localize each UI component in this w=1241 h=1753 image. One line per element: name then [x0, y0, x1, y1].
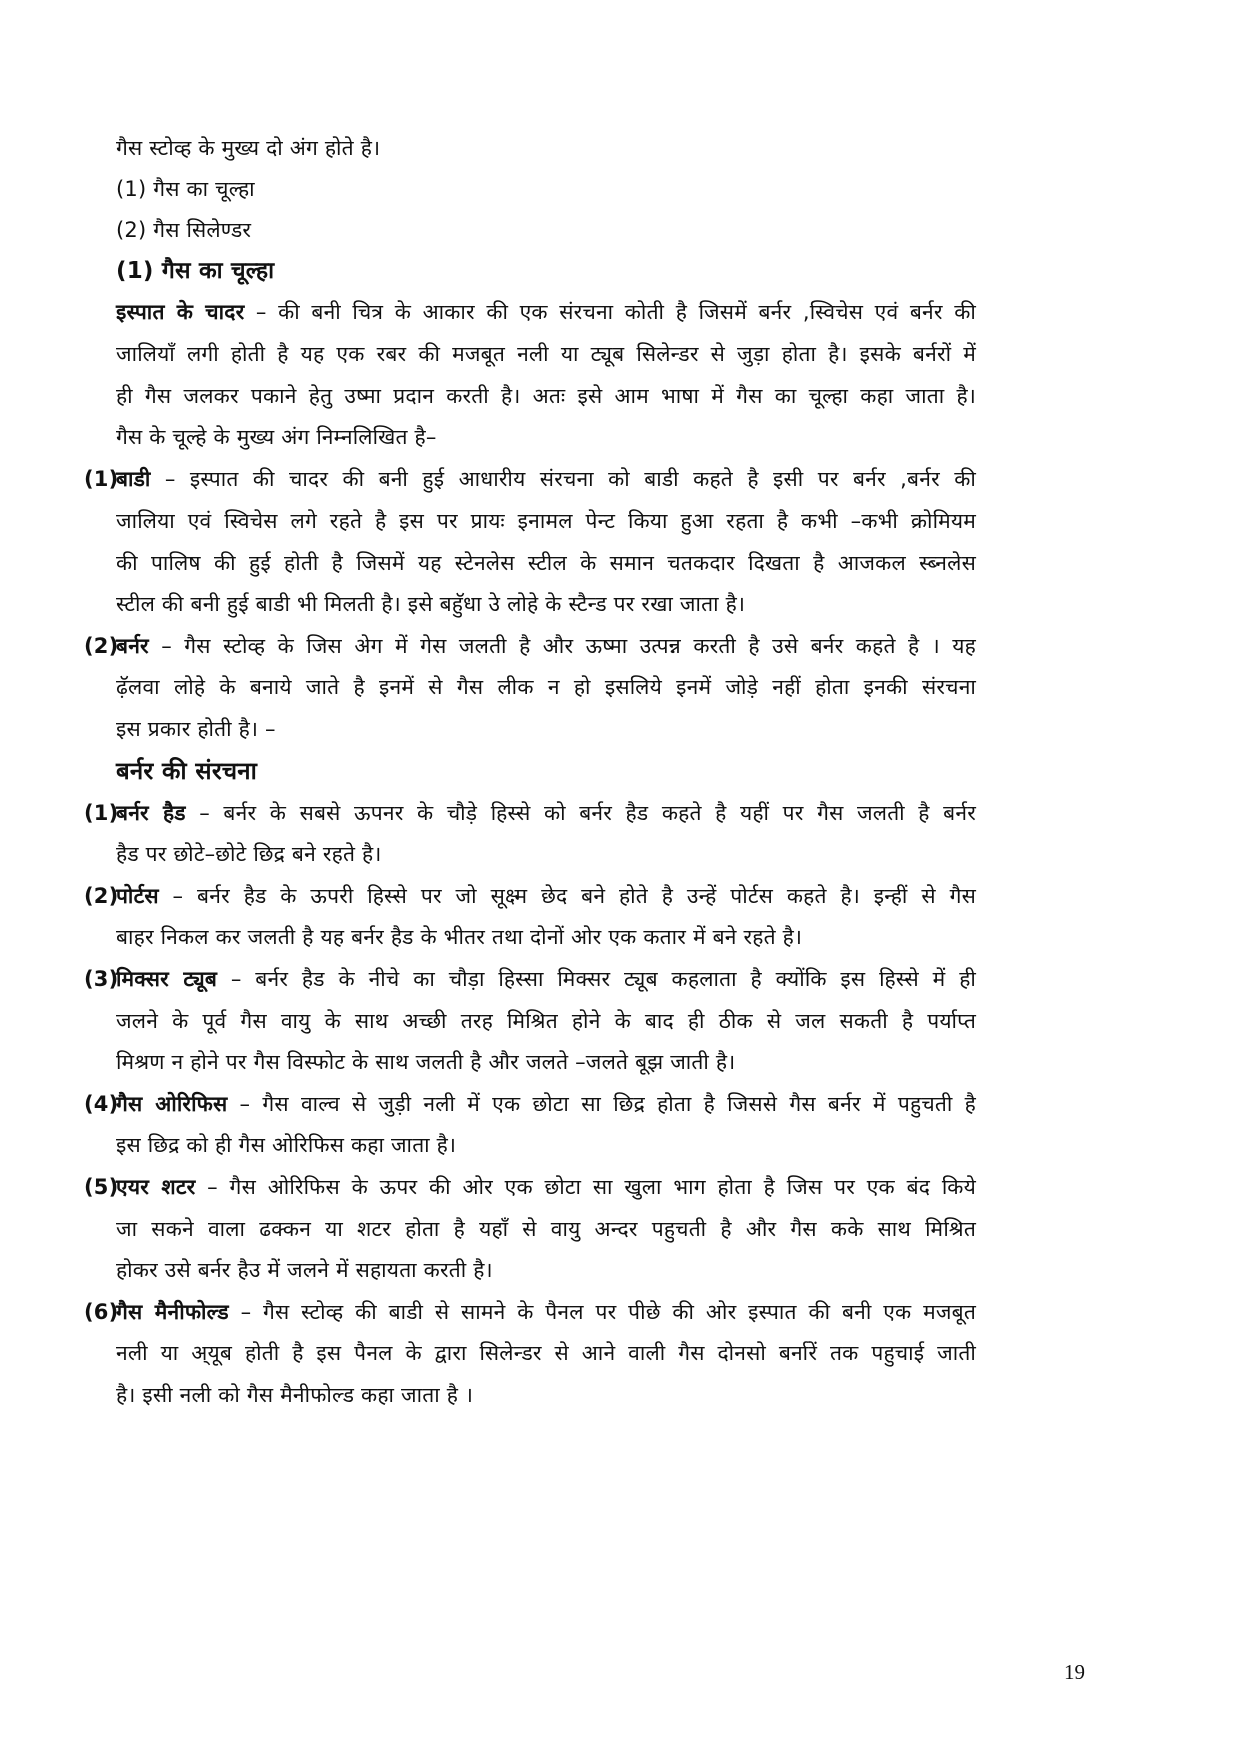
item-number: (5) — [84, 1175, 119, 1199]
term-label: बाडी — [116, 467, 151, 491]
item-line: स्टील की बनी हुई बाडी भी मिलती है। इसे बहुॅधा उे लोहे के स्टैन्ड पर रखा जाता है। — [116, 592, 746, 616]
item-line: इस प्रकार होती है। – — [116, 717, 276, 741]
paragraph-text: – की बनी चित्र के आकार की एक संरचना कोती है जिसमें बर्नर ,स्विचेस एवं बर्नर की — [244, 300, 976, 324]
item-line: होकर उसे बर्नर हैउ में जलने में सहायता करती है। — [116, 1258, 493, 1282]
item-line: बाहर निकल कर जलती है यह बर्नर हैड के भीतर तथा दोनों ओर एक कतार में बने रहते है। — [116, 925, 803, 949]
paragraph-line: गैस के चूल्हे के मुख्य अंग निम्नलिखित है– — [116, 425, 437, 449]
term-label: मिक्सर ट्यूब — [116, 967, 218, 991]
item-number: (4) — [84, 1092, 119, 1116]
subsection-heading: बर्नर की संरचना — [116, 757, 258, 785]
term-label: गैस मैनीफोल्ड — [116, 1300, 229, 1324]
item-line — [116, 1297, 976, 1327]
item-number: (1) — [84, 467, 119, 491]
term-label: गैस ओरिफिस — [116, 1092, 228, 1116]
item-line: हैड पर छोटे–छोटे छिद्र बने रहते है। — [116, 842, 382, 866]
item-line — [116, 881, 976, 911]
item-text: – इस्पात की चादर की बनी हुई आधारीय संरचना को बाडी कहते है इसी पर बर्नर ,बर्नर की — [150, 467, 976, 491]
term-label: बर्नर — [116, 634, 149, 658]
intro-text: गैस स्टोव्ह के मुख्य दो अंग होते है। — [116, 136, 381, 160]
page-number: 19 — [1064, 1660, 1085, 1684]
item-line — [116, 798, 976, 828]
item-line — [116, 1172, 976, 1202]
item-number: (2) — [84, 634, 119, 658]
term-label: बर्नर हैड — [116, 801, 186, 825]
item-number: (3) — [84, 967, 119, 991]
item-line: इस छिद्र को ही गैस ओरिफिस कहा जाता है। — [116, 1133, 457, 1157]
item-line: ढ़ॅलवा लोहे के बनाये जाते है इनमें से गैस लीक न हो इसलिये इनमें जोड़े नहीं होता इनकी संरचना — [116, 675, 976, 699]
paragraph-line: ही गैस जलकर पकाने हेतु उष्मा प्रदान करती है। अतः इसे आम भाषा में गैस का चूल्हा कहा जाता है। — [116, 384, 976, 408]
item-line: जालिया एवं स्विचेस लगे रहते है इस पर प्रायः इनामल पेन्ट किया हुआ रहता है कभी –कभी क्रोमियम — [116, 509, 976, 533]
list-item-gas-cylinder: (2) गैस सिलेण्डर — [116, 218, 252, 242]
item-line — [116, 1089, 976, 1119]
list-item-gas-stove: (1) गैस का चूल्हा — [116, 177, 255, 201]
item-line — [116, 964, 976, 994]
item-text: – बर्नर हैड के नीचे का चौड़ा हिस्सा मिक्सर ट्यूब कहलाता है क्योंकि इस हिस्से में ही — [217, 967, 976, 991]
item-line — [116, 631, 976, 661]
item-number: (1) — [84, 801, 119, 825]
item-number: (6) — [84, 1300, 119, 1324]
section-heading: (1) गैस का चूल्हा — [116, 258, 275, 284]
term-label: एयर शटर — [116, 1175, 196, 1199]
item-text: – गैस स्टोव्ह के जिस अेग में गेस जलती है और ऊष्मा उत्पन्न करती है उसे बर्नर कहते है । यह — [148, 634, 976, 658]
item-text: – गैस वाल्व से जुड़ी नली में एक छोटा सा छिद्र होता है जिससे गैस बर्नर में पहुचती है — [227, 1092, 976, 1116]
item-line: की पालिष की हुई होती है जिसमें यह स्टेनलेस स्टील के समान चतकदार दिखता है आजकल स्ब्नलेस — [116, 551, 976, 575]
item-text: – बर्नर हैड के ऊपरी हिस्से पर जो सूक्ष्म छेद बने होते है उन्हें पोर्टस कहते है। इन्हीं से गैस — [158, 884, 976, 908]
term-label: इस्पात के चादर — [116, 300, 245, 324]
item-text: – गैस ओरिफिस के ऊपर की ओर एक छोटा सा खुला भाग होता है जिस पर एक बंद किये — [195, 1175, 977, 1199]
item-line: जा सकने वाला ढक्कन या शटर होता है यहॉं से वायु अन्दर पहुचती है और गैस कके साथ मिश्रित — [116, 1217, 976, 1241]
item-line — [116, 464, 976, 494]
item-line: नली या अ्यूब होती है इस पैनल के द्वारा सिलेन्डर से आने वाली गैस दोनसो बर्नारें तक पहुचाई जाती — [116, 1341, 976, 1365]
item-line: है। इसी नली को गैस मैनीफोल्ड कहा जाता है । — [116, 1383, 474, 1407]
item-text: – गैस स्टोव्ह की बाडी से सामने के पैनल पर पीछे की ओर इस्पात की बनी एक मजबूत — [228, 1300, 976, 1324]
item-line: मिश्रण न होने पर गैस विस्फोट के साथ जलती है और जलते –जलते बूझ जाती है। — [116, 1050, 736, 1074]
item-number: (2) — [84, 884, 119, 908]
term-label: पोर्टस — [116, 884, 159, 908]
paragraph-line: जालियॉं लगी होती है यह एक रबर की मजबूत नली या ट्यूब सिलेन्डर से जुड़ा होता है। इसके बर्नरों में — [116, 342, 976, 366]
paragraph-line — [116, 297, 976, 327]
item-text: – बर्नर के सबसे ऊपनर के चौड़े हिस्से को बर्नर हैड कहते है यहीं पर गैस जलती है बर्नर — [185, 801, 976, 825]
item-line: जलने के पूर्व गैस वायु के साथ अच्छी तरह मिश्रित होने के बाद ही ठीक से जल सकती है पर्याप्त — [116, 1009, 976, 1033]
